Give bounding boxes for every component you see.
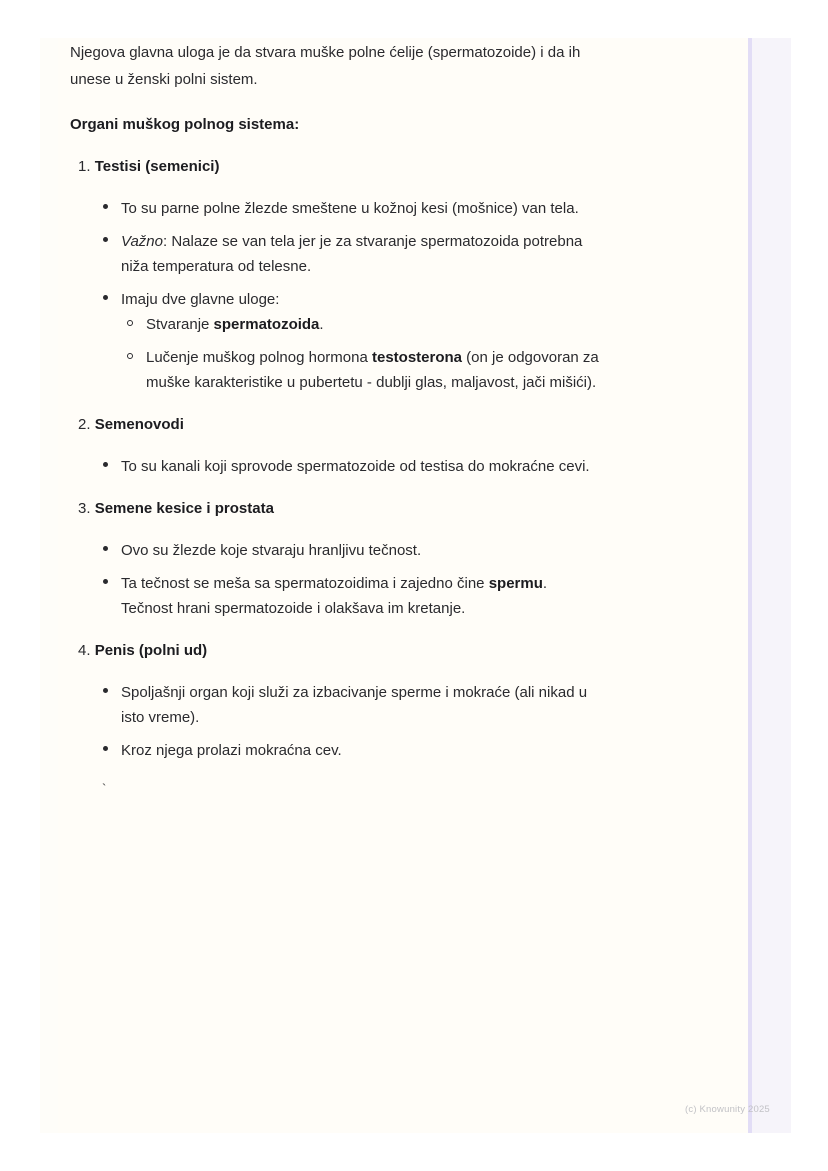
subitem-2-prefix: Lučenje muškog polnog hormona bbox=[146, 349, 372, 366]
subitem-2-bold: testosterona bbox=[371, 349, 463, 366]
subitem-2-suffix: (on je odgovoran za bbox=[462, 349, 599, 366]
organ-2-number: 2. bbox=[78, 416, 91, 433]
organ-1-subitem-2-line-1 bbox=[146, 345, 599, 370]
organ-1-item-1: To su parne polne žlezde smeštene u kožnoj kesi (mošnice) van tela. bbox=[121, 200, 579, 217]
bullet-icon bbox=[103, 546, 108, 551]
sub-bullet-icon bbox=[127, 320, 133, 326]
organ-4-heading bbox=[78, 638, 207, 663]
bullet-icon bbox=[103, 579, 108, 584]
organ-2-title: Semenovodi bbox=[94, 416, 184, 433]
copyright-footer: (c) Knowunity 2025 bbox=[685, 1104, 770, 1115]
sub-bullet-icon bbox=[127, 353, 133, 359]
subitem-1-prefix: Stvaranje bbox=[146, 316, 214, 333]
bullet-icon bbox=[103, 746, 108, 751]
organ-3-item-2-prefix: Ta tečnost se meša sa spermatozoidima i zajedno čine bbox=[121, 575, 489, 592]
organ-2-item-1: To su kanali koji sprovode spermatozoide od testisa do mokraćne cevi. bbox=[121, 458, 590, 475]
organ-3-item-2-bold: spermu bbox=[488, 575, 543, 592]
document-page bbox=[40, 38, 791, 1133]
organ-1-item-2-line-2: niža temperatura od telesne. bbox=[121, 258, 312, 275]
organ-1-number: 1. bbox=[78, 158, 91, 175]
side-divider bbox=[748, 38, 752, 1133]
stray-character: ` bbox=[102, 781, 107, 796]
section-heading: Organi muškog polnog sistema: bbox=[70, 116, 300, 133]
subitem-1-suffix: . bbox=[319, 316, 324, 333]
organ-4-number: 4. bbox=[78, 642, 91, 659]
organ-3-item-2-suffix: . bbox=[542, 575, 548, 592]
side-panel bbox=[748, 38, 791, 1133]
bullet-icon bbox=[103, 204, 108, 209]
organ-1-heading bbox=[78, 154, 219, 179]
bullet-icon bbox=[103, 462, 108, 467]
bullet-icon bbox=[103, 237, 108, 242]
organ-1-subitem-2-line-2: muške karakteristike u pubertetu - dublji glas, maljavost, jači mišići). bbox=[146, 374, 597, 391]
organ-1-item-2-text: : Nalaze se van tela jer je za stvaranje spermatozoida potrebna bbox=[162, 233, 583, 250]
organ-3-number: 3. bbox=[78, 500, 91, 517]
organ-4-title: Penis (polni ud) bbox=[94, 642, 208, 659]
organ-4-item-1-line-2: isto vreme). bbox=[121, 709, 200, 726]
organ-3-item-2-line-2: Tečnost hrani spermatozoide i olakšava im kretanje. bbox=[121, 600, 466, 617]
important-label: Važno bbox=[121, 233, 163, 250]
organ-3-title: Semene kesice i prostata bbox=[94, 500, 274, 517]
organ-3-item-2-line-1 bbox=[121, 571, 547, 596]
bullet-icon bbox=[103, 688, 108, 693]
organ-1-item-2-line-1 bbox=[121, 229, 582, 254]
organ-2-heading bbox=[78, 412, 184, 437]
page-left-margin bbox=[40, 38, 58, 1133]
organ-4-item-1-line-1: Spoljašnji organ koji služi za izbacivanje sperme i mokraće (ali nikad u bbox=[121, 684, 588, 701]
organ-1-subitem-1 bbox=[146, 312, 324, 337]
bullet-icon bbox=[103, 295, 108, 300]
organ-3-item-1: Ovo su žlezde koje stvaraju hranljivu tečnost. bbox=[121, 542, 422, 559]
intro-line-1: Njegova glavna uloga je da stvara muške polne ćelije (spermatozoide) i da ih bbox=[70, 44, 581, 61]
intro-line-2: unese u ženski polni sistem. bbox=[70, 71, 258, 88]
organ-3-heading bbox=[78, 496, 274, 521]
organ-1-item-3: Imaju dve glavne uloge: bbox=[121, 291, 280, 308]
organ-4-item-2: Kroz njega prolazi mokraćna cev. bbox=[121, 742, 342, 759]
subitem-1-bold: spermatozoida bbox=[213, 316, 320, 333]
organ-1-title: Testisi (semenici) bbox=[94, 158, 220, 175]
